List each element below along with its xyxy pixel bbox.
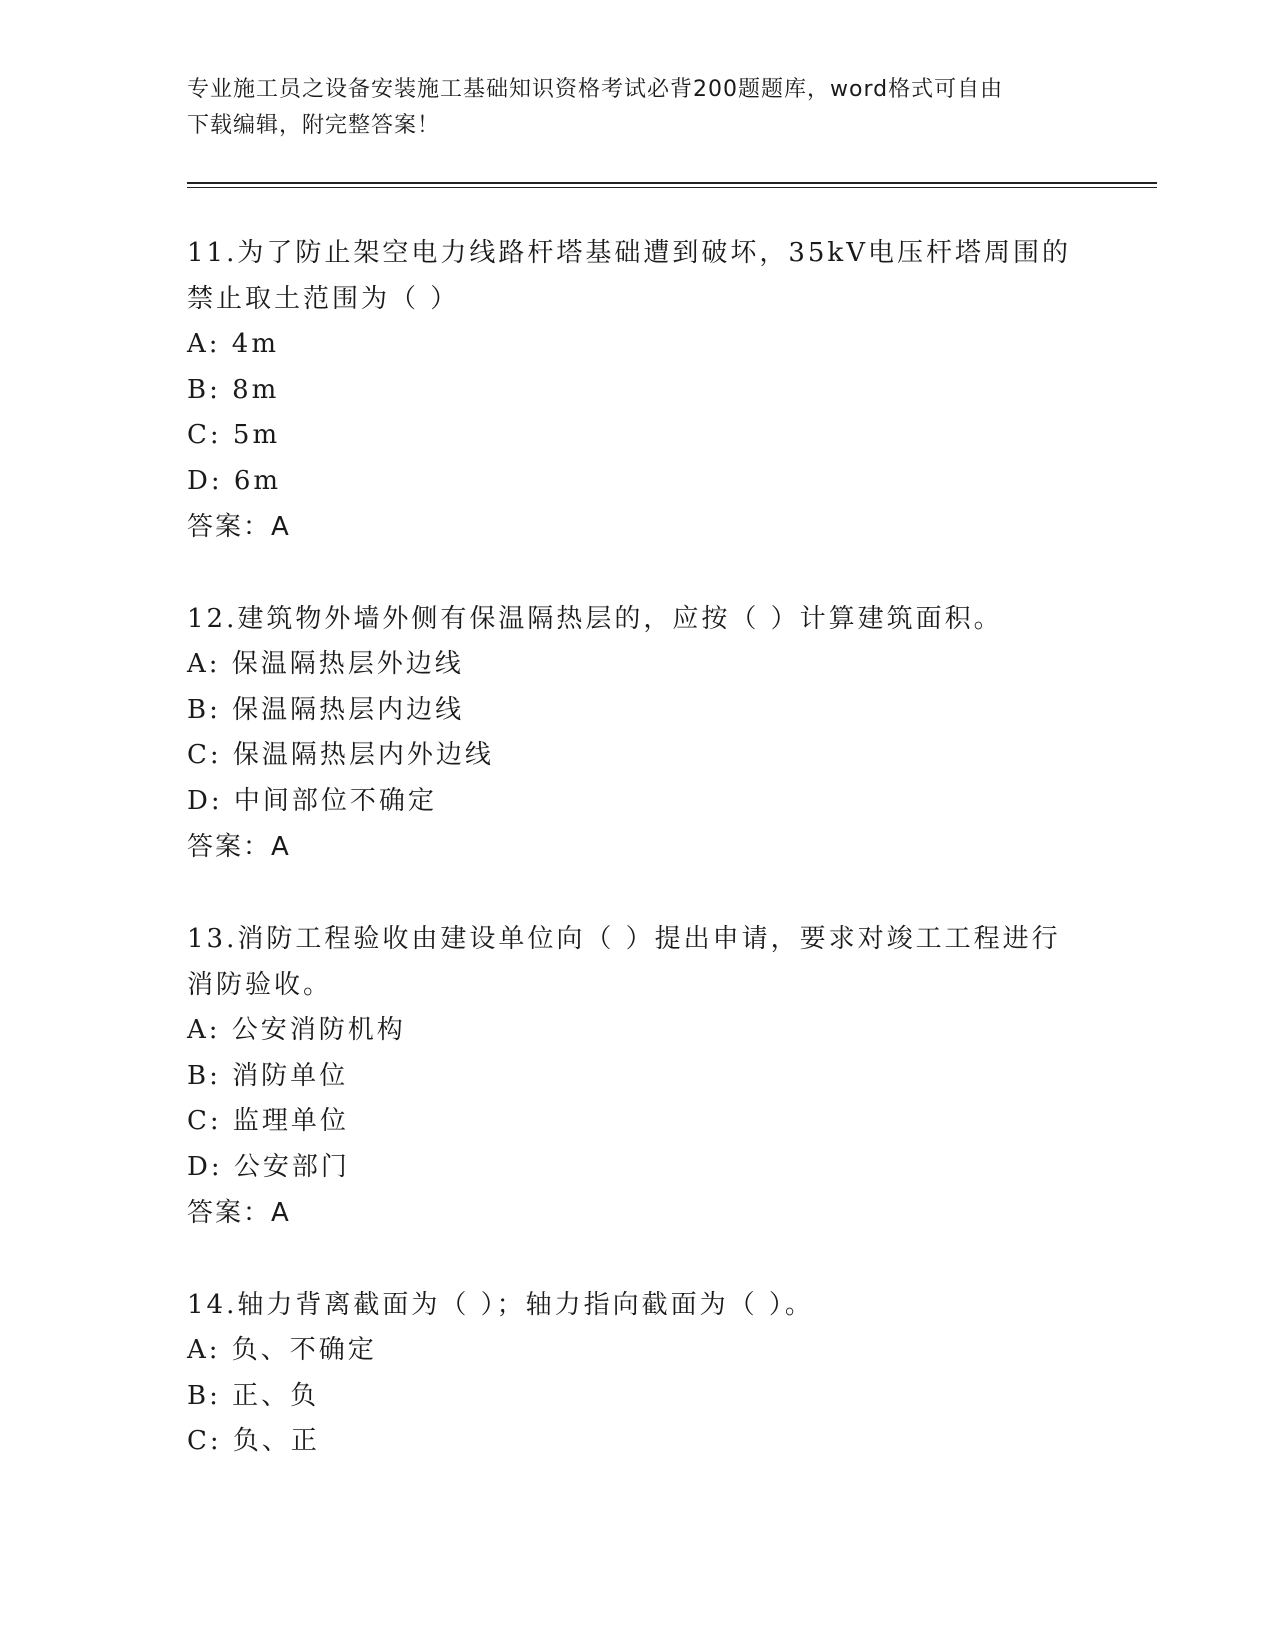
question-stem: 14.轴力背离截面为（ ）；轴力指向截面为（ ）。 [187,1290,814,1320]
option-d: D: 公安部门 [187,1151,350,1182]
question-13 [187,916,1157,1236]
answer: 答案：A [187,832,291,862]
option-a: A: 公安消防机构 [187,1015,406,1045]
header-divider [187,182,1157,188]
question-list [187,230,1157,1465]
option-b: B: 8m [187,374,280,405]
question-stem: 11.为了防止架空电力线路杆塔基础遭到破坏，35kV电压杆塔周围的禁止取土范围为（ ） [187,238,1071,314]
option-b: B: 保温隔热层内边线 [187,694,465,725]
document-page [187,72,1157,1511]
answer: 答案：A [187,1198,291,1228]
option-a: A: 4m [187,329,279,359]
question-11 [187,230,1157,550]
option-c: C: 保温隔热层内外边线 [187,740,494,770]
answer: 答案：A [187,512,291,542]
question-14 [187,1282,1157,1465]
option-c: C: 5m [187,420,281,450]
option-d: D: 6m [187,465,282,496]
option-c: C: 监理单位 [187,1106,349,1136]
option-a: A: 负、不确定 [187,1335,377,1365]
option-c: C: 负、正 [187,1426,320,1456]
option-d: D: 中间部位不确定 [187,785,437,816]
question-12 [187,596,1157,870]
option-a: A: 保温隔热层外边线 [187,649,464,679]
option-b: B: 消防单位 [187,1060,349,1091]
question-stem: 12.建筑物外墙外侧有保温隔热层的，应按（ ）计算建筑面积。 [187,604,1003,634]
header-line-2: 下载编辑，附完整答案！ [187,113,441,138]
question-stem: 13.消防工程验收由建设单位向（ ）提出申请，要求对竣工工程进行消防验收。 [187,924,1061,1000]
option-b: B: 正、负 [187,1380,320,1411]
document-header [187,72,1057,144]
header-line-1: 专业施工员之设备安装施工基础知识资格考试必背200题题库，word格式可自由 [187,77,1004,102]
